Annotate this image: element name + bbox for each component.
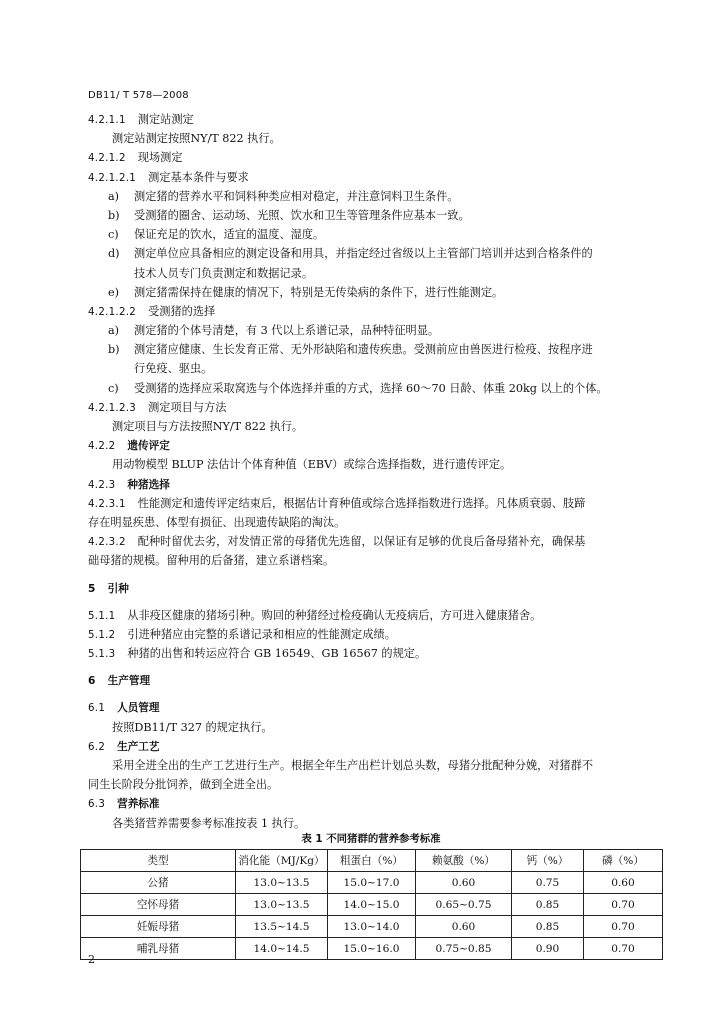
table-row <box>81 938 663 960</box>
paragraph-line <box>88 359 658 378</box>
list-item-text: 测定猪的个体号清楚，有 3 代以上系谱记录，品种特征明显。 <box>134 324 440 338</box>
table-cell: 0.85 <box>512 916 584 938</box>
paragraph-text: 存在明显疾患、体型有损征、出现遗传缺陷的淘汰。 <box>88 515 346 529</box>
clause-number: 4.2.1.2 <box>88 153 126 165</box>
list-item <box>88 244 658 263</box>
table-header-cell: 消化能（MJ/Kg） <box>236 850 328 872</box>
clause-text: 测定项目与方法 <box>148 400 227 414</box>
list-item-label: a) <box>108 189 120 203</box>
paragraph-line <box>88 775 658 794</box>
paragraph-text: 同生长阶段分批饲养，做到全进全出。 <box>88 778 279 792</box>
paragraph-line <box>88 551 658 570</box>
table-cell: 0.75 <box>512 872 584 894</box>
table-cell: 13.5~14.5 <box>236 916 328 938</box>
table-cell: 0.60 <box>416 916 512 938</box>
paragraph-text: 用动物模型 BLUP 法估计个体育种值（EBV）或综合选择指数，进行遗传评定。 <box>112 458 512 472</box>
list-item <box>88 321 658 340</box>
list-item-label: a) <box>108 324 120 338</box>
clause-number: 6.1 <box>88 703 106 715</box>
clause-line <box>88 302 658 321</box>
table-cell: 0.60 <box>416 872 512 894</box>
clause-line <box>88 494 658 513</box>
list-item-text: 受测猪的选择应采取窝选与个体选择并重的方式，选择 60～70 日龄、体重 20kg 以上的个体。 <box>134 381 608 395</box>
paragraph-text: 技术人员专门负责测定和数据记录。 <box>134 266 314 280</box>
table-cell: 0.90 <box>512 938 584 960</box>
table-cell: 0.70 <box>584 916 663 938</box>
list-item-label: c) <box>108 381 119 395</box>
clause-text: 营养标准 <box>117 798 160 811</box>
clause-number: 6 <box>88 675 96 688</box>
clause-text: 种猪选择 <box>127 478 170 491</box>
clause-text: 受测猪的选择 <box>148 304 216 318</box>
table-cell: 0.60 <box>584 872 663 894</box>
table-cell: 0.70 <box>584 938 663 960</box>
paragraph-text: 测定项目与方法按照NY/T 822 执行。 <box>112 420 304 433</box>
list-item-text: 测定单位应具备相应的测定设备和用具，并指定经过省级以上主管部门培训并达到合格条件的 <box>134 247 593 261</box>
paragraph-line <box>88 513 658 532</box>
list-item-text: 测定猪应健康、生长发育正常、无外形缺陷和遗传疾患。受测前应由兽医进行检疫、按程序进 <box>134 343 593 357</box>
table-header-cell: 磷（%） <box>584 850 663 872</box>
list-item <box>88 206 658 225</box>
clause-text: 现场测定 <box>137 151 183 165</box>
clause-line <box>88 644 658 663</box>
list-item-text: 受测猪的圈舍、运动场、光照、饮水和卫生等管理条件应基本一致。 <box>134 208 470 222</box>
table-cell: 14.0~15.0 <box>328 894 416 916</box>
clause-number: 4.2.3 <box>88 479 116 491</box>
paragraph-line <box>88 718 658 737</box>
table-cell: 0.70 <box>584 894 663 916</box>
clause-line <box>88 436 658 455</box>
table-cell: 妊娠母猪 <box>81 916 236 938</box>
clause-line <box>88 398 658 417</box>
paragraph-line <box>88 455 658 474</box>
list-item <box>88 283 658 302</box>
clause-number: 4.2.1.2.2 <box>88 306 137 318</box>
clause-number: 4.2.1.1 <box>88 115 126 126</box>
table-header-cell: 钙（%） <box>512 850 584 872</box>
clause-number: 4.2.1.2.3 <box>88 402 137 414</box>
clause-line <box>88 110 658 129</box>
clause-number: 5.1.2 <box>88 629 116 641</box>
table-header-cell: 粗蛋白（%） <box>328 850 416 872</box>
section-heading <box>88 671 658 690</box>
table-cell: 13.0~14.0 <box>328 916 416 938</box>
list-item-label: e) <box>108 285 119 299</box>
paragraph-text: 础母猪的规模。留种用的后备猪，建立系谱档案。 <box>88 554 335 568</box>
clause-text: 生产管理 <box>107 675 151 688</box>
clause-text: 引进种猪应由完整的系谱记录和相应的性能测定成绩。 <box>127 627 396 641</box>
document-header: DB11/ T 578—2008 <box>88 90 189 101</box>
section-gap <box>88 571 658 579</box>
table-cell: 哺乳母猪 <box>81 938 236 960</box>
clause-text: 测定基本条件与要求 <box>148 170 249 184</box>
clause-text: 从非疫区健康的猪场引种。购回的种猪经过检疫确认无疫病后，方可进入健康猪舍。 <box>127 608 542 622</box>
list-item <box>88 379 658 398</box>
table-cell: 0.75~0.85 <box>416 938 512 960</box>
table-cell: 公猪 <box>81 872 236 894</box>
clause-line <box>88 475 658 494</box>
table-cell: 15.0~17.0 <box>328 872 416 894</box>
table-row <box>81 872 663 894</box>
clause-number: 4.2.3.2 <box>88 537 126 549</box>
clause-line <box>88 532 658 551</box>
list-item-text: 测定猪需保持在健康的情况下，特别是无传染病的条件下，进行性能测定。 <box>134 285 504 299</box>
list-item <box>88 187 658 206</box>
clause-line <box>88 794 658 813</box>
paragraph-line <box>88 756 658 775</box>
list-item-label: b) <box>108 343 120 357</box>
table-cell: 空怀母猪 <box>81 894 236 916</box>
clause-text: 性能测定和遗传评定结束后，根据估计育种值或综合选择指数进行选择。凡体质衰弱、肢蹄 <box>137 496 586 510</box>
list-item-label: b) <box>108 208 120 222</box>
paragraph-text: 按照DB11/T 327 的规定执行。 <box>112 720 273 734</box>
clause-text: 人员管理 <box>117 702 160 715</box>
clause-line <box>88 606 658 625</box>
paragraph-line <box>88 264 658 283</box>
paragraph-line <box>88 129 658 148</box>
clause-number: 5.1.3 <box>88 649 116 661</box>
clause-line <box>88 698 658 717</box>
list-item <box>88 340 658 359</box>
section-gap <box>88 663 658 671</box>
paragraph-text: 行免疫、驱虫。 <box>134 362 213 376</box>
nutrition-table <box>80 849 663 960</box>
clause-number: 6.3 <box>88 799 106 811</box>
list-item <box>88 225 658 244</box>
paragraph-text: 采用全进全出的生产工艺进行生产。根据全年生产出栏计划总头数，母猪分批配种分娩，对猪群不 <box>112 759 594 772</box>
section-gap <box>88 690 658 698</box>
table-header-row <box>81 850 663 872</box>
paragraph-line <box>88 417 658 436</box>
clause-text: 测定站测定 <box>137 113 194 126</box>
table-cell: 13.0~13.5 <box>236 872 328 894</box>
table-caption: 表 1 不同猪群的营养参考标准 <box>301 833 441 845</box>
section-heading <box>88 579 658 598</box>
clause-text: 遗传评定 <box>127 440 170 453</box>
clause-number: 4.2.3.1 <box>88 498 126 510</box>
list-item-text: 保证充足的饮水，适宜的温度、湿度。 <box>134 228 325 242</box>
list-item-text: 测定猪的营养水平和饲料种类应相对稳定，并注意饲料卫生条件。 <box>134 189 459 203</box>
table-row <box>81 894 663 916</box>
document-body <box>88 110 658 833</box>
clause-number: 5 <box>88 582 96 595</box>
clause-text: 种猪的出售和转运应符合 GB 16549、GB 16567 的规定。 <box>127 647 427 661</box>
list-item-label: c) <box>108 228 119 242</box>
paragraph-text: 各类猪营养需要参考标准按表 1 执行。 <box>112 816 306 830</box>
clause-line <box>88 737 658 756</box>
clause-number: 4.2.1.2.1 <box>88 172 137 184</box>
page-number: 2 <box>88 953 95 966</box>
section-gap <box>88 598 658 606</box>
table-cell: 0.85 <box>512 894 584 916</box>
clause-number: 5.1.1 <box>88 610 116 622</box>
clause-text: 引种 <box>107 582 129 595</box>
clause-line <box>88 148 658 167</box>
table-cell: 14.0~14.5 <box>236 938 328 960</box>
table-row <box>81 916 663 938</box>
table-header-cell: 类型 <box>81 850 236 872</box>
table-cell: 15.0~16.0 <box>328 938 416 960</box>
clause-line <box>88 168 658 187</box>
clause-text: 生产工艺 <box>117 740 160 753</box>
clause-number: 6.2 <box>88 741 106 753</box>
table-cell: 13.0~13.5 <box>236 894 328 916</box>
table-header-cell: 赖氨酸（%） <box>416 850 512 872</box>
clause-text: 配种时留优去劣，对发情正常的母猪优先选留，以保证有足够的优良后备母猪补充，确保基 <box>137 535 586 549</box>
table-cell: 0.65~0.75 <box>416 894 512 916</box>
list-item-label: d) <box>108 247 120 261</box>
paragraph-text: 测定站测定按照NY/T 822 执行。 <box>112 132 281 146</box>
clause-line <box>88 625 658 644</box>
clause-number: 4.2.2 <box>88 441 116 453</box>
